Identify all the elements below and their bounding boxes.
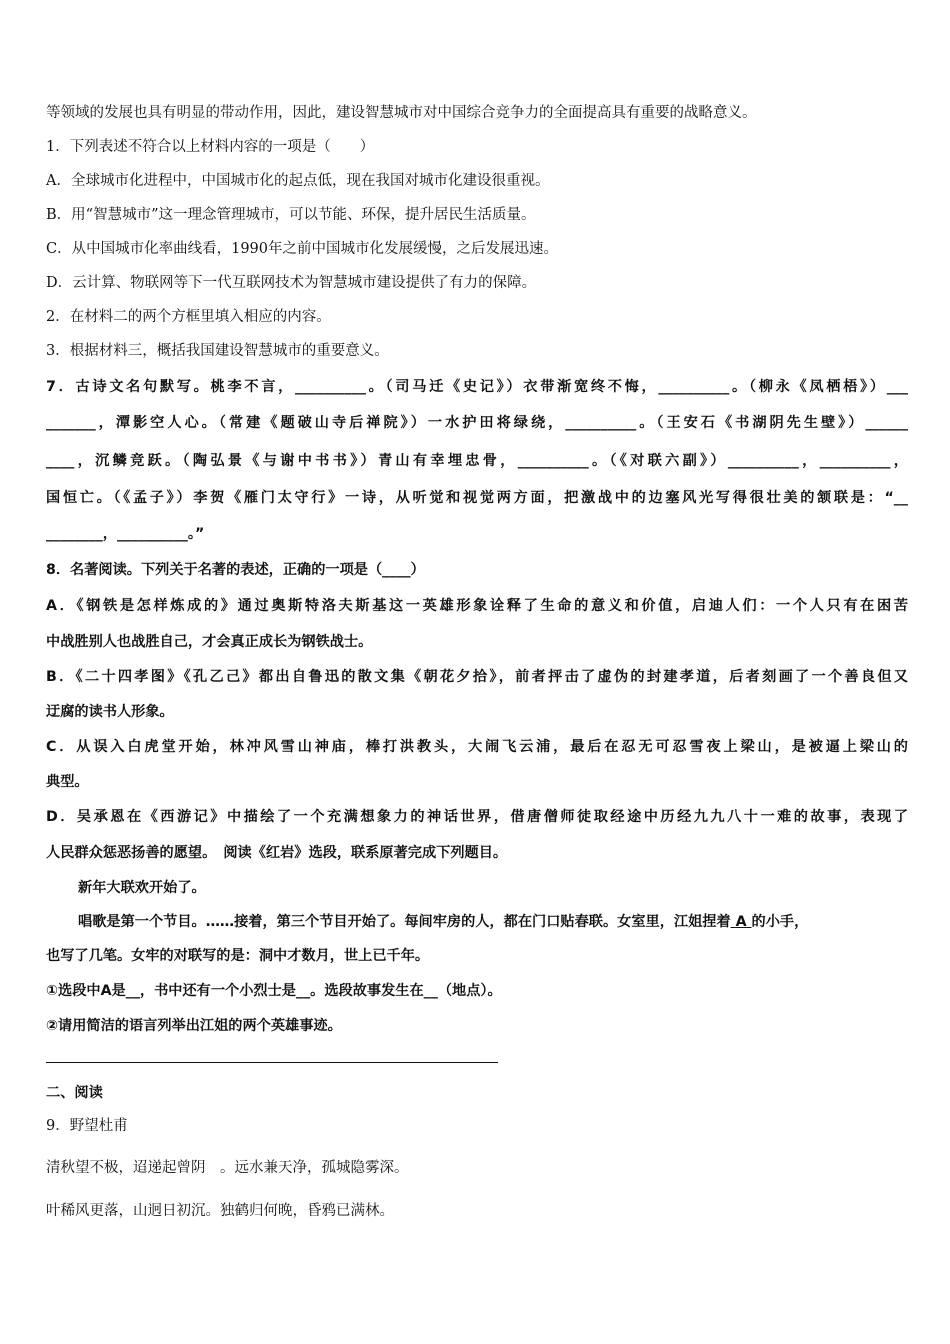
excerpt-text-end: 的小手， [751, 914, 809, 930]
hongyan-excerpt-line-1: 新年大联欢开始了。 [78, 880, 206, 896]
section-heading-reading: 二、阅读 [46, 1085, 103, 1101]
q1-option-a: A．全球城市化进程中，中国城市化的起点低，现在我国对城市化建设很重视。 [46, 173, 550, 189]
question-8: 8．名著阅读。下列关于名著的表述，正确的一项是（____） [46, 562, 425, 578]
q1-option-c: C．从中国城市化率曲线看，1990年之前中国城市化发展缓慢，之后发展迅速。 [46, 241, 558, 257]
q8-option-a-line-1: A．《钢铁是怎样炼成的》通过奥斯特洛夫斯基这一英雄形象诠释了生命的意义和价值，启迪人们：一个人只有在困苦 [46, 598, 908, 614]
q1-option-d: D．云计算、物联网等下一代互联网技术为智慧城市建设提供了有力的保障。 [46, 275, 537, 291]
sub-question-1: ①选段中A是__，书中还有一个小烈士是__。选段故事发生在__（地点）。 [46, 983, 502, 999]
q8-option-b-line-2: 迂腐的读书人形象。 [46, 704, 174, 720]
poem-line-1: 清秋望不极，迢递起曾阴 。远水兼天净，孤城隐雾深。 [46, 1160, 409, 1176]
q8-option-c-line-2: 典型。 [46, 774, 89, 790]
question-2: 2．在材料二的两个方框里填入相应的内容。 [46, 309, 331, 325]
hongyan-excerpt-line-3: 也写了几笔。女牢的对联写的是：洞中才数月，世上已千年。 [46, 948, 430, 964]
poem-line-2: 叶稀风更落，山迥日初沉。独鹤归何晚，昏鸦已满林。 [46, 1203, 394, 1219]
hongyan-excerpt-line-2 [78, 912, 908, 932]
question-7-line-2: _______，潭影空人心。（常建《题破山寺后禅院》）一水护田将绿绕，__________。（王安石《书湖阴先生壁》）______ [46, 415, 908, 431]
q1-option-b: B．用“智慧城市”这一理念管理城市，可以节能、环保，提升居民生活质量。 [46, 207, 536, 223]
excerpt-text: 唱歌是第一个节目。……接着，第三个节目开始了。每间牢房的人，都在门口贴春联。女室里，江姐捏着 [78, 914, 731, 930]
q8-option-b-line-1: B．《二十四孝图》《孔乙己》都出自鲁迅的散文集《朝花夕拾》，前者抨击了虚伪的封建孝道，后者刻画了一个善良但又 [46, 669, 908, 685]
question-7-line-1: 7．古诗文名句默写。桃李不言，__________。（司马迁《史记》）衣带渐宽终不悔，__________。（柳永《凤栖梧》）___ [46, 379, 908, 395]
q8-option-a-line-2: 中战胜别人也战胜自己，才会真正成长为钢铁战士。 [46, 634, 373, 650]
q8-option-d-line-1: D．吴承恩在《西游记》中描绘了一个充满想象力的神话世界，借唐僧师徒取经途中历经九九八十一难的故事，表现了 [46, 809, 908, 825]
answer-line [46, 1062, 498, 1063]
question-7-line-3: ____，沉鳞竞跃。（陶弘景《与谢中书书》）青山有幸埋忠骨，__________。（《对联六副》）__________，__________， [46, 453, 908, 469]
question-3: 3．根据材料三，概括我国建设智慧城市的重要意义。 [46, 343, 389, 359]
question-9-title: 9．野望杜甫 [46, 1118, 128, 1134]
passage-ending: 等领域的发展也具有明显的带动作用，因此，建设智慧城市对中国综合竞争力的全面提高具有重要的战略意义。 [46, 105, 757, 121]
q8-option-d-line-2: 人民群众惩恶扬善的愿望。 阅读《红岩》选段，联系原著完成下列题目。 [46, 845, 508, 861]
blank-a: A [735, 914, 747, 930]
question-7-line-4: 国恒亡。（《孟子》）李贺《雁门太守行》一诗，从听觉和视觉两方面，把激战中的边塞风光写得很壮美的颔联是：“__ [46, 490, 908, 506]
q8-option-c-line-1: C．从误入白虎堂开始，林冲风雪山神庙，棒打洪教头，大闹飞云浦，最后在忍无可忍雪夜上梁山，是被逼上梁山的 [46, 739, 908, 755]
question-7-line-5: ________，__________。” [46, 526, 205, 542]
sub-question-2: ②请用简洁的语言列举出江姐的两个英雄事迹。 [46, 1018, 342, 1034]
question-1: 1．下列表述不符合以上材料内容的一项是（ ） [46, 139, 375, 155]
